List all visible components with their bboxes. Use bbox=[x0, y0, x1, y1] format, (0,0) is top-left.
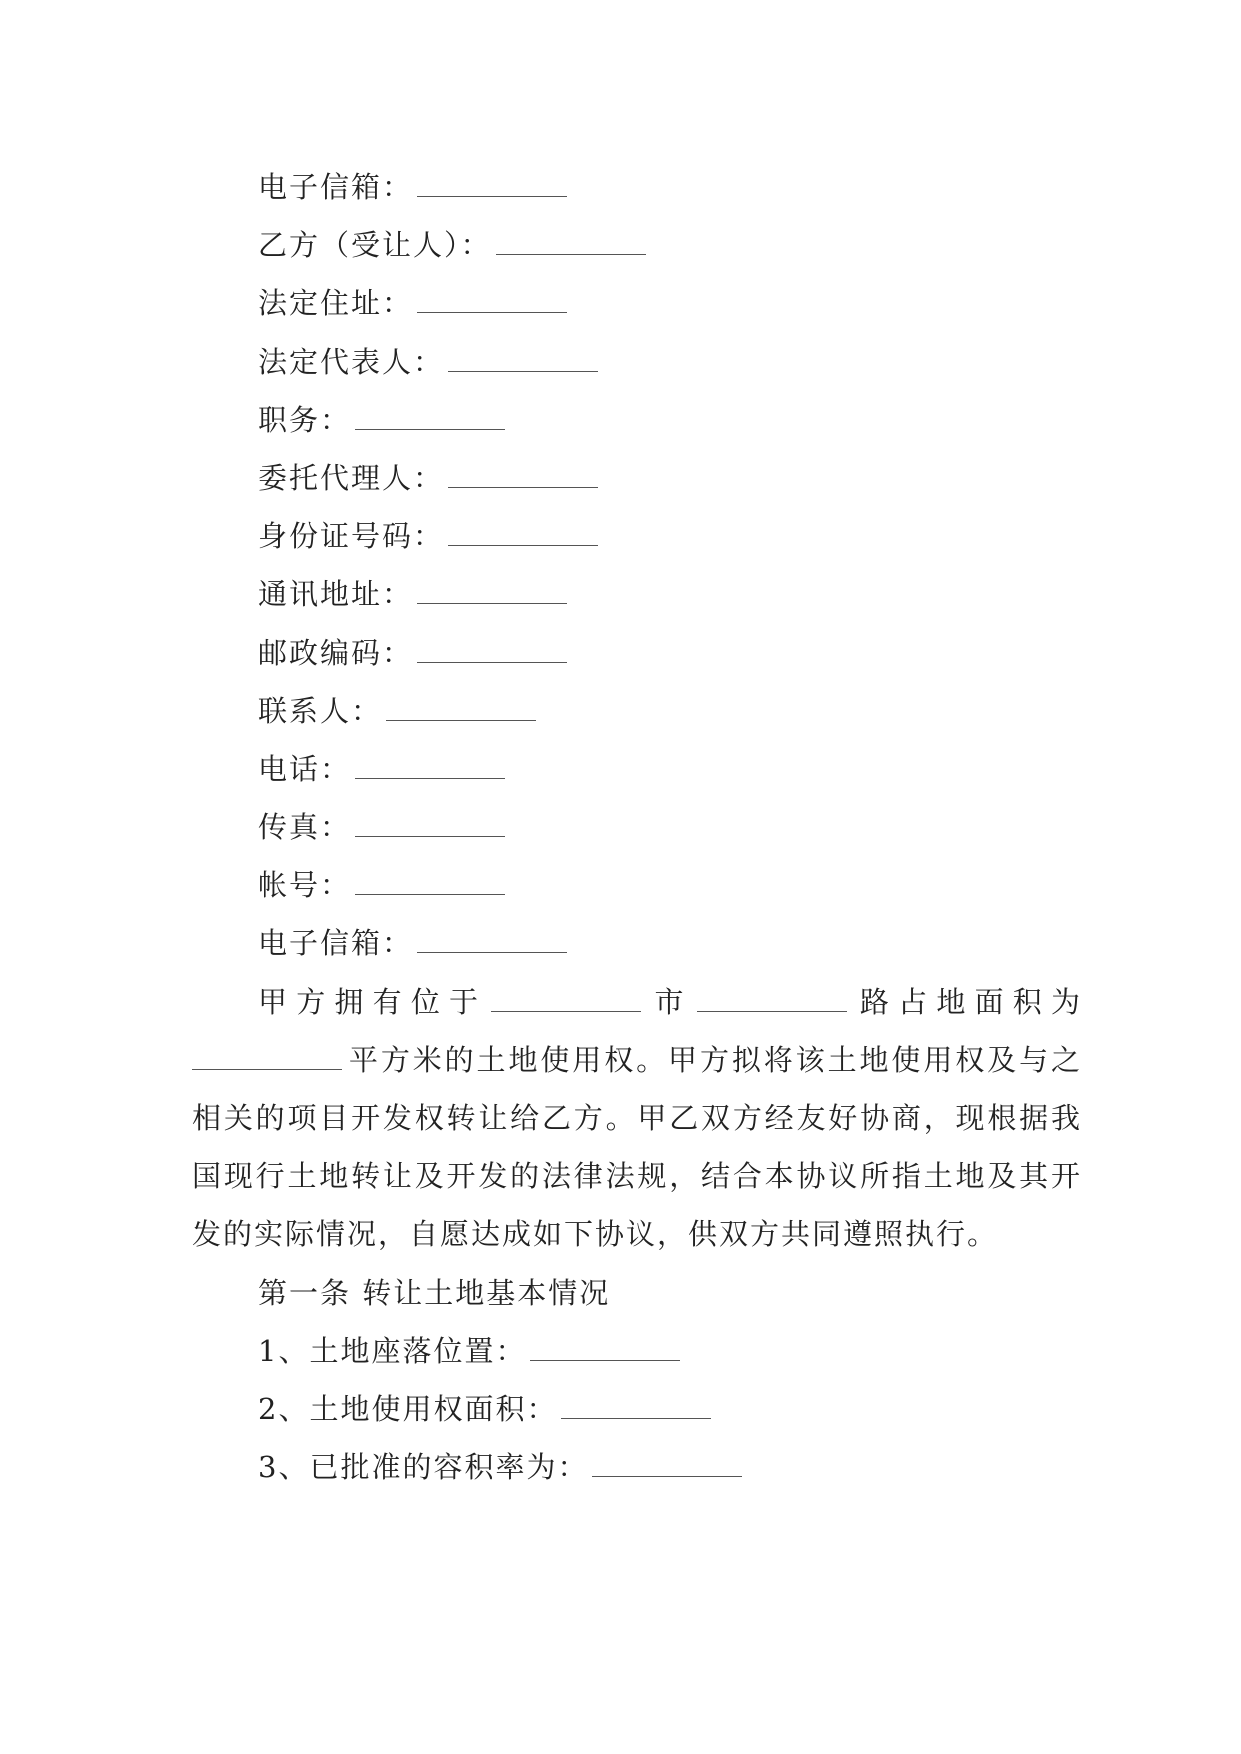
field-label: 职务： bbox=[258, 402, 352, 437]
blank-line bbox=[561, 1404, 711, 1419]
intro-text-4: 平方米的土地使用权。甲方拟将该土地使用权及与之相关的项目开发权转让给乙方。甲乙双方经友好协商，现根据我国现行土地转让及开发的法律法规，结合本协议所指土地及其开发的实际情况，自愿达成如下协议，供双方共同遵照执行。 bbox=[192, 1042, 1082, 1252]
field-label: 乙方（受让人）： bbox=[258, 228, 492, 263]
blank-line bbox=[355, 764, 505, 779]
blank-line bbox=[386, 706, 536, 721]
intro-text-2: 市 bbox=[647, 984, 693, 1019]
field-party-b bbox=[192, 216, 1082, 274]
field-label: 通讯地址： bbox=[258, 577, 414, 612]
blank-line bbox=[355, 822, 505, 837]
blank-line bbox=[417, 589, 567, 604]
field-legal-address bbox=[192, 274, 1082, 332]
field-label: 电话： bbox=[258, 751, 352, 786]
field-phone bbox=[192, 740, 1082, 798]
article-heading-text: 第一条 转让土地基本情况 bbox=[258, 1275, 611, 1310]
blank-line bbox=[448, 357, 598, 372]
field-label: 1、土地座落位置： bbox=[258, 1333, 527, 1368]
field-label: 法定住址： bbox=[258, 286, 414, 321]
field-label: 电子信箱： bbox=[258, 926, 414, 961]
blank-line bbox=[448, 531, 598, 546]
field-label: 联系人： bbox=[258, 693, 383, 728]
field-email-top bbox=[192, 158, 1082, 216]
field-label: 传真： bbox=[258, 810, 352, 845]
field-label: 法定代表人： bbox=[258, 344, 445, 379]
blank-line bbox=[530, 1346, 680, 1361]
field-legal-representative bbox=[192, 333, 1082, 391]
field-account bbox=[192, 856, 1082, 914]
article-item-plot-ratio bbox=[192, 1438, 1082, 1496]
blank-line bbox=[417, 938, 567, 953]
blank-line bbox=[355, 415, 505, 430]
document-body bbox=[192, 158, 1082, 1496]
article-heading bbox=[192, 1264, 1082, 1322]
field-position bbox=[192, 391, 1082, 449]
article-item-area bbox=[192, 1380, 1082, 1438]
field-label: 委托代理人： bbox=[258, 460, 445, 495]
field-label: 帐号： bbox=[258, 868, 352, 903]
blank-line bbox=[491, 997, 641, 1012]
intro-text-3: 路占地面积为 bbox=[852, 984, 1082, 1019]
blank-line bbox=[417, 648, 567, 663]
field-postal-code bbox=[192, 624, 1082, 682]
blank-line bbox=[192, 1055, 342, 1070]
blank-line bbox=[417, 182, 567, 197]
blank-line bbox=[417, 298, 567, 313]
field-fax bbox=[192, 798, 1082, 856]
field-label: 身份证号码： bbox=[258, 519, 445, 554]
field-email bbox=[192, 914, 1082, 972]
field-mailing-address bbox=[192, 565, 1082, 623]
intro-text-1: 甲方拥有位于 bbox=[258, 984, 488, 1019]
blank-line bbox=[355, 880, 505, 895]
field-label: 邮政编码： bbox=[258, 635, 414, 670]
article-item-location bbox=[192, 1322, 1082, 1380]
blank-line bbox=[448, 473, 598, 488]
field-label: 2、土地使用权面积： bbox=[258, 1392, 558, 1427]
blank-line bbox=[592, 1462, 742, 1477]
field-agent bbox=[192, 449, 1082, 507]
field-id-number bbox=[192, 507, 1082, 565]
blank-line bbox=[496, 240, 646, 255]
blank-line bbox=[697, 997, 847, 1012]
field-contact-person bbox=[192, 682, 1082, 740]
field-label: 3、已批准的容积率为： bbox=[258, 1450, 589, 1485]
intro-paragraph bbox=[192, 973, 1082, 1264]
field-label: 电子信箱： bbox=[258, 170, 414, 204]
